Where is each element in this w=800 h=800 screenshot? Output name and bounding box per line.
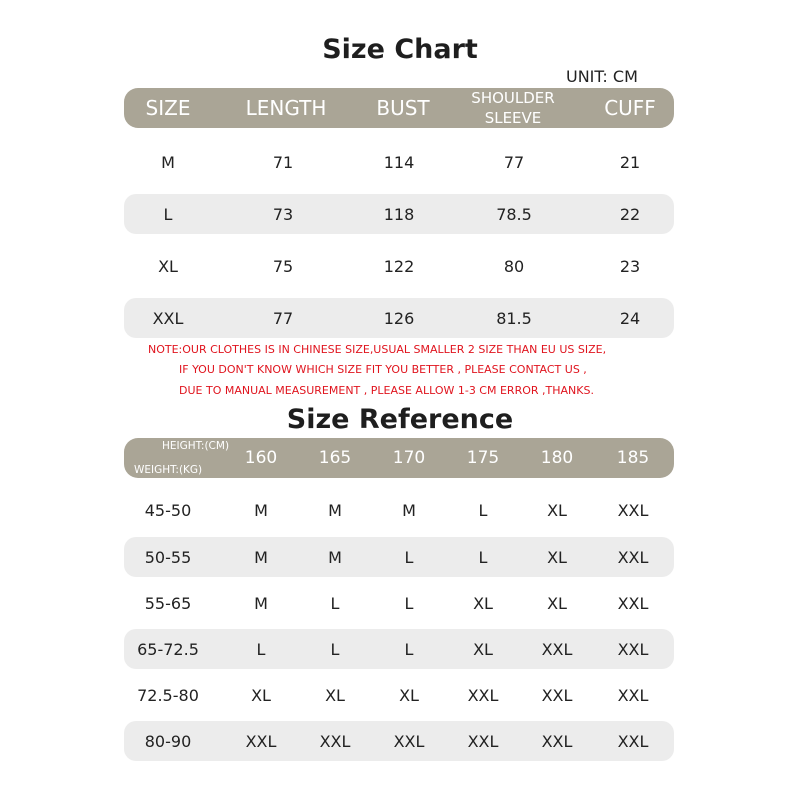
header-height: 185 xyxy=(616,448,650,468)
row-size-value: XXL xyxy=(617,639,649,659)
size-chart-row xyxy=(124,194,674,234)
row-bust: 114 xyxy=(383,152,415,172)
row-size-value: M xyxy=(254,547,268,567)
size-chart-title: Size Chart xyxy=(322,34,478,65)
row-size-value: M xyxy=(328,547,342,567)
row-size-value: L xyxy=(256,639,266,659)
row-cuff: 21 xyxy=(619,152,641,172)
size-reference-row xyxy=(124,675,674,715)
row-bust: 126 xyxy=(383,308,415,328)
row-size-value: L xyxy=(404,547,414,567)
size-reference-header xyxy=(124,438,674,478)
row-weight: 50-55 xyxy=(144,547,192,567)
note-line-3: DUE TO MANUAL MEASUREMENT , PLEASE ALLOW 1-3 CM ERROR ,THANKS. xyxy=(179,384,594,397)
row-length: 77 xyxy=(272,308,294,328)
row-weight: 65-72.5 xyxy=(137,639,199,659)
unit-label: UNIT: CM xyxy=(566,67,638,86)
row-length: 71 xyxy=(272,152,294,172)
row-size-value: L xyxy=(330,593,340,613)
row-length: 75 xyxy=(272,256,294,276)
header-bust: BUST xyxy=(376,96,430,120)
note-line-1: NOTE:OUR CLOTHES IS IN CHINESE SIZE,USUAL SMALLER 2 SIZE THAN EU US SIZE, xyxy=(148,343,607,356)
header-cuff: CUFF xyxy=(604,96,656,120)
row-size-value: XL xyxy=(399,685,419,705)
row-weight: 55-65 xyxy=(144,593,192,613)
size-reference-row xyxy=(124,721,674,761)
row-size-value: M xyxy=(254,593,268,613)
row-shoulder-sleeve: 81.5 xyxy=(496,308,532,328)
size-chart-row xyxy=(124,142,674,182)
header-height: 165 xyxy=(318,448,352,468)
row-size-value: XL xyxy=(473,593,493,613)
height-axis-label: HEIGHT:(CM) xyxy=(162,440,230,452)
row-bust: 118 xyxy=(383,204,415,224)
row-shoulder-sleeve: 80 xyxy=(503,256,525,276)
header-height: 170 xyxy=(392,448,426,468)
row-size: XL xyxy=(158,256,178,276)
size-chart-header xyxy=(124,88,674,128)
row-size: XXL xyxy=(152,308,184,328)
row-size-value: XXL xyxy=(617,500,649,520)
row-size-value: XXL xyxy=(245,731,277,751)
row-size-value: XXL xyxy=(541,731,573,751)
header-length: LENGTH xyxy=(245,96,327,120)
row-weight: 72.5-80 xyxy=(137,685,199,705)
row-size-value: L xyxy=(330,639,340,659)
row-size-value: XXL xyxy=(617,593,649,613)
note-line-2: IF YOU DON'T KNOW WHICH SIZE FIT YOU BETTER , PLEASE CONTACT US , xyxy=(179,363,587,376)
header-shoulder-sleeve: SHOULDER SLEEVE xyxy=(471,89,555,127)
row-size-value: M xyxy=(402,500,416,520)
row-size-value: XXL xyxy=(467,731,499,751)
size-reference-row xyxy=(124,490,674,530)
row-size-value: XL xyxy=(473,639,493,659)
row-size-value: XXL xyxy=(617,731,649,751)
row-cuff: 23 xyxy=(619,256,641,276)
row-length: 73 xyxy=(272,204,294,224)
row-weight: 80-90 xyxy=(144,731,192,751)
row-size-value: L xyxy=(478,500,488,520)
row-size-value: XXL xyxy=(393,731,425,751)
size-reference-title: Size Reference xyxy=(286,404,514,435)
row-size-value: XXL xyxy=(319,731,351,751)
row-size-value: L xyxy=(478,547,488,567)
header-height: 180 xyxy=(540,448,574,468)
header-height: 160 xyxy=(244,448,278,468)
weight-axis-label: WEIGHT:(KG) xyxy=(134,464,203,476)
row-size-value: XXL xyxy=(541,685,573,705)
row-size-value: L xyxy=(404,593,414,613)
row-weight: 45-50 xyxy=(144,500,192,520)
row-size-value: XXL xyxy=(541,639,573,659)
row-size-value: XL xyxy=(547,500,567,520)
row-cuff: 24 xyxy=(619,308,641,328)
size-chart-row xyxy=(124,298,674,338)
size-reference-row xyxy=(124,537,674,577)
header-height: 175 xyxy=(466,448,500,468)
row-size-value: XXL xyxy=(617,547,649,567)
size-reference-row xyxy=(124,583,674,623)
header-size: SIZE xyxy=(145,96,191,120)
row-size-value: XXL xyxy=(467,685,499,705)
row-cuff: 22 xyxy=(619,204,641,224)
row-shoulder-sleeve: 78.5 xyxy=(496,204,532,224)
row-size-value: M xyxy=(254,500,268,520)
row-size-value: XXL xyxy=(617,685,649,705)
row-size-value: XL xyxy=(325,685,345,705)
size-reference-row xyxy=(124,629,674,669)
size-chart-row xyxy=(124,246,674,286)
row-size-value: XL xyxy=(251,685,271,705)
row-bust: 122 xyxy=(383,256,415,276)
row-size-value: M xyxy=(328,500,342,520)
row-size-value: XL xyxy=(547,593,567,613)
row-shoulder-sleeve: 77 xyxy=(503,152,525,172)
row-size: L xyxy=(163,204,173,224)
row-size-value: L xyxy=(404,639,414,659)
row-size-value: XL xyxy=(547,547,567,567)
row-size: M xyxy=(161,152,175,172)
